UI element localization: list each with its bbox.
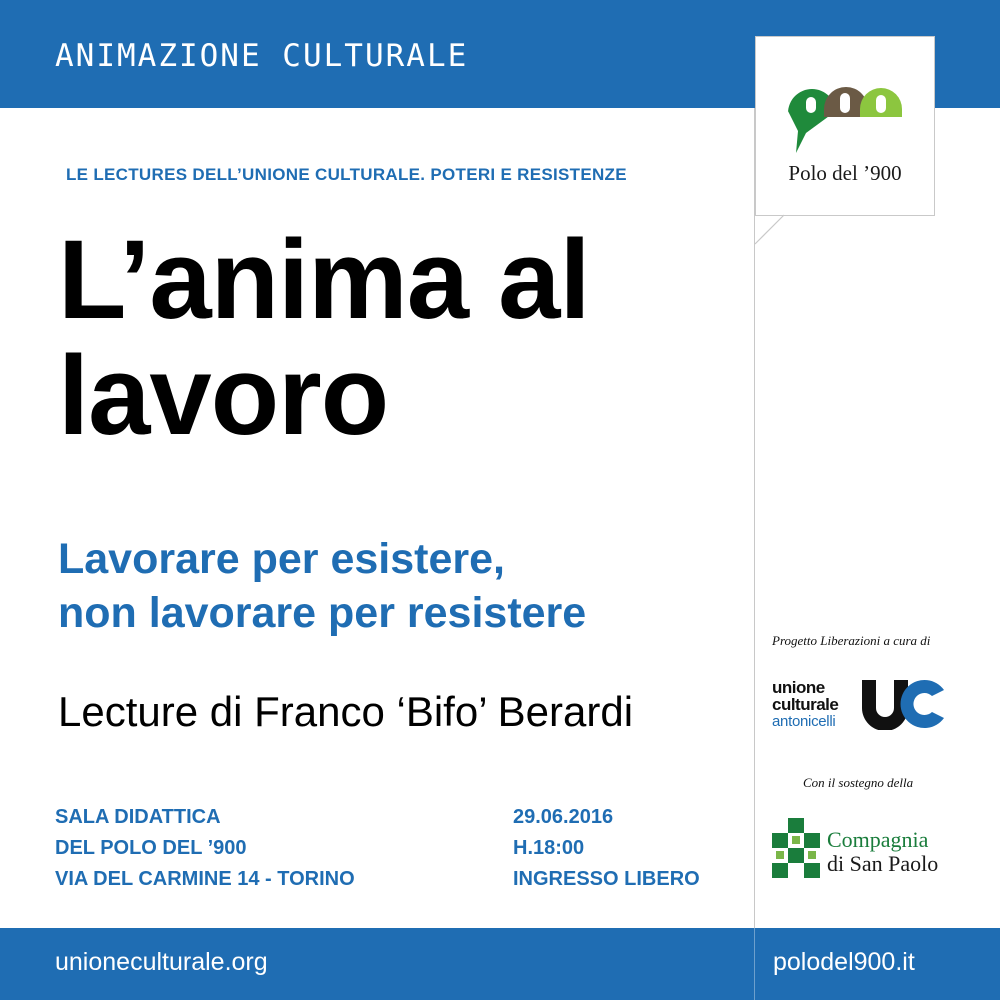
event-subtitle-line: non lavorare per resistere [58, 589, 587, 637]
lecture-series: LE LECTURES DELL’UNIONE CULTURALE. POTERI E RESISTENZE [66, 165, 627, 184]
schedule-date: 29.06.2016 [513, 806, 614, 828]
footer-link-unioneculturale[interactable]: unioneculturale.org [55, 948, 268, 976]
event-subtitle-line: Lavorare per esistere, [58, 535, 505, 583]
event-subtitle [58, 532, 586, 640]
event-title-line: L’anima al [58, 217, 590, 342]
project-note: Progetto Liberazioni a cura di [772, 633, 931, 648]
support-note: Con il sostegno della [803, 775, 914, 790]
venue-line: SALA DIDATTICA [55, 806, 221, 828]
uc-monogram-icon [860, 678, 946, 730]
header-title: ANIMAZIONE CULTURALE [55, 38, 469, 74]
event-title-line: lavoro [58, 333, 389, 458]
lecturer-line: Lecture di Franco ‘Bifo’ Berardi [58, 688, 634, 735]
venue-line: VIA DEL CARMINE 14 - TORINO [55, 868, 355, 890]
schedule-entry: INGRESSO LIBERO [513, 868, 700, 890]
polo-del-900-name: Polo del ’900 [788, 161, 902, 185]
csp-line: di San Paolo [827, 851, 939, 876]
unione-culturale-logo [772, 676, 947, 736]
compagnia-san-paolo-name [827, 828, 938, 876]
uc-logo-word: antonicelli [772, 713, 836, 730]
logo-speech-tail [754, 214, 794, 246]
schedule-time: H.18:00 [513, 837, 585, 859]
compagnia-san-paolo-icon [772, 818, 820, 880]
venue-line: DEL POLO DEL ’900 [55, 837, 247, 859]
uc-logo-word: culturale [772, 695, 839, 714]
footer-link-polodel900[interactable]: polodel900.it [773, 948, 915, 976]
compagnia-san-paolo-logo [772, 818, 952, 882]
polo-del-900-logo [755, 36, 935, 216]
uc-logo-word: unione [772, 678, 825, 697]
event-title [58, 217, 590, 458]
venue-info [55, 802, 355, 895]
schedule-info [513, 802, 700, 895]
csp-line: Compagnia [827, 827, 929, 852]
polo-del-900-icon [784, 73, 908, 159]
footer-divider [754, 928, 755, 1000]
